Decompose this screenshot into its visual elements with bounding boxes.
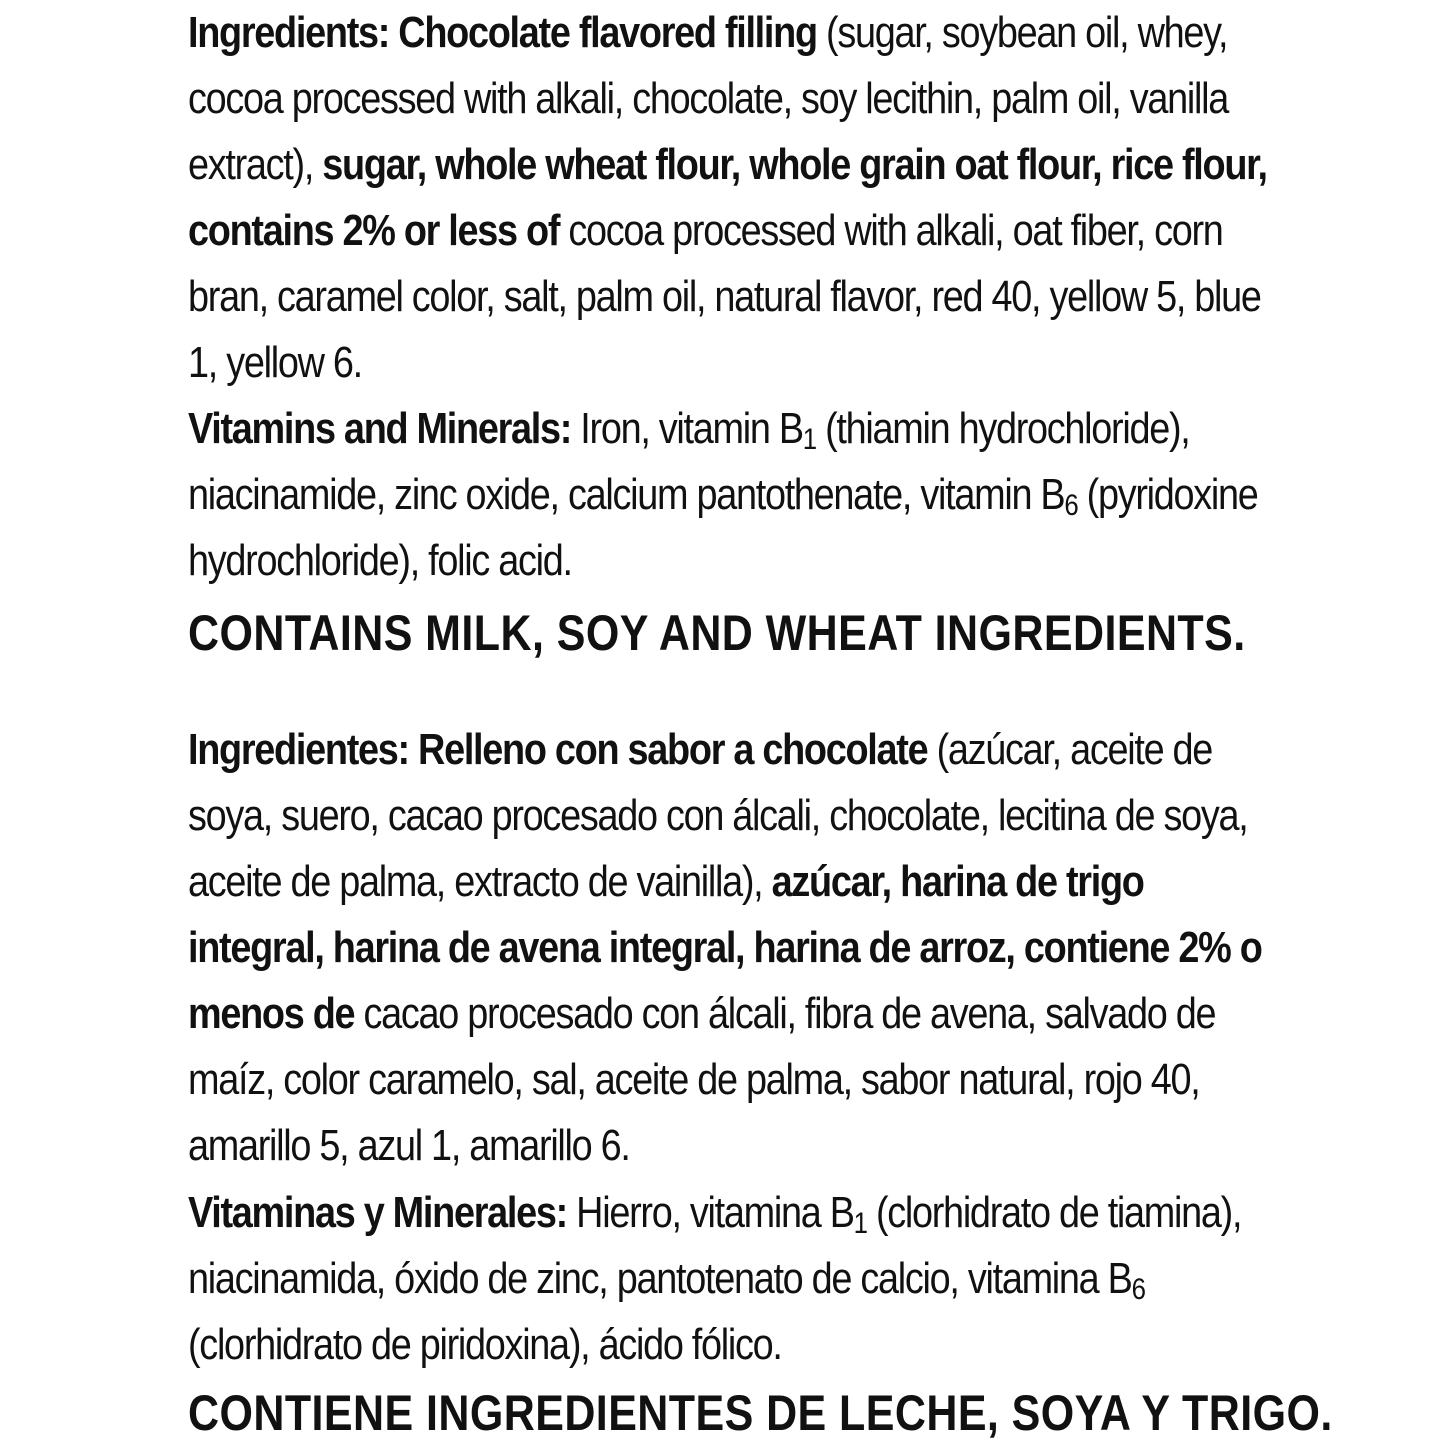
english-ingredients-heading: Ingredients: Chocolate flavored filling	[188, 8, 817, 57]
english-minor-ingredients: cocoa processed with alkali, oat fiber, corn bran, caramel color, salt, palm oil, natural flavor, red 40, yellow 5, blue 1, yellow 6.	[188, 206, 1261, 387]
spanish-ingredients-paragraph	[188, 717, 1272, 1179]
spanish-vitamins-text-3: (clorhidrato de piridoxina), ácido fólico.	[188, 1320, 782, 1369]
english-ingredients-paragraph	[188, 0, 1272, 396]
english-main-ingredients: sugar, whole wheat flour, whole grain oat flour, rice flour, contains 2% or less of	[188, 140, 1267, 255]
english-allergen-statement: CONTAINS MILK, SOY AND WHEAT INGREDIENTS.	[188, 605, 1246, 661]
english-vitamins-text-1: Iron, vitamin B	[571, 404, 803, 453]
english-vitamins-paragraph	[188, 396, 1272, 594]
spanish-minor-ingredients: cacao procesado con álcali, fibra de avena, salvado de maíz, color caramelo, sal, aceite de palma, sabor natural, rojo 40, amarillo 5, azul 1, amarillo 6.	[188, 989, 1216, 1170]
english-vitamin-subscript-6: 6	[1064, 489, 1078, 522]
english-vitamin-subscript-1: 1	[802, 423, 816, 456]
spanish-vitamin-subscript-1: 1	[853, 1207, 867, 1240]
spanish-vitamins-paragraph	[188, 1180, 1272, 1378]
english-filling-detail: (sugar, soybean oil, whey, cocoa processed with alkali, chocolate, soy lecithin, palm oil, vanilla extract),	[188, 8, 1228, 189]
spanish-ingredients-heading: Ingredientes: Relleno con sabor a chocolate	[188, 725, 928, 774]
spanish-main-ingredients: azúcar, harina de trigo integral, harina de avena integral, harina de arroz, contiene 2% o menos de	[188, 857, 1262, 1038]
english-vitamins-text-3: (pyridoxine hydrochloride), folic acid.	[188, 470, 1258, 585]
english-vitamins-text-2: (thiamin hydrochloride), niacinamide, zinc oxide, calcium pantothenate, vitamin B	[188, 404, 1190, 519]
spanish-vitamins-text-2: (clorhidrato de tiamina), niacinamida, óxido de zinc, pantotenato de calcio, vitamina B	[188, 1188, 1242, 1303]
spanish-vitamins-heading: Vitaminas y Minerales:	[188, 1188, 567, 1237]
spanish-vitamins-text-1: Hierro, vitamina B	[566, 1188, 854, 1237]
spanish-filling-detail: (azúcar, aceite de soya, suero, cacao procesado con álcali, chocolate, lecitina de soya, aceite de palma, extracto de vainilla),	[188, 725, 1248, 906]
spanish-vitamin-subscript-6: 6	[1131, 1273, 1145, 1306]
spanish-allergen-statement: CONTIENE INGREDIENTES DE LECHE, SOYA Y TRIGO.	[188, 1385, 1333, 1441]
english-vitamins-heading: Vitamins and Minerals:	[188, 404, 572, 453]
